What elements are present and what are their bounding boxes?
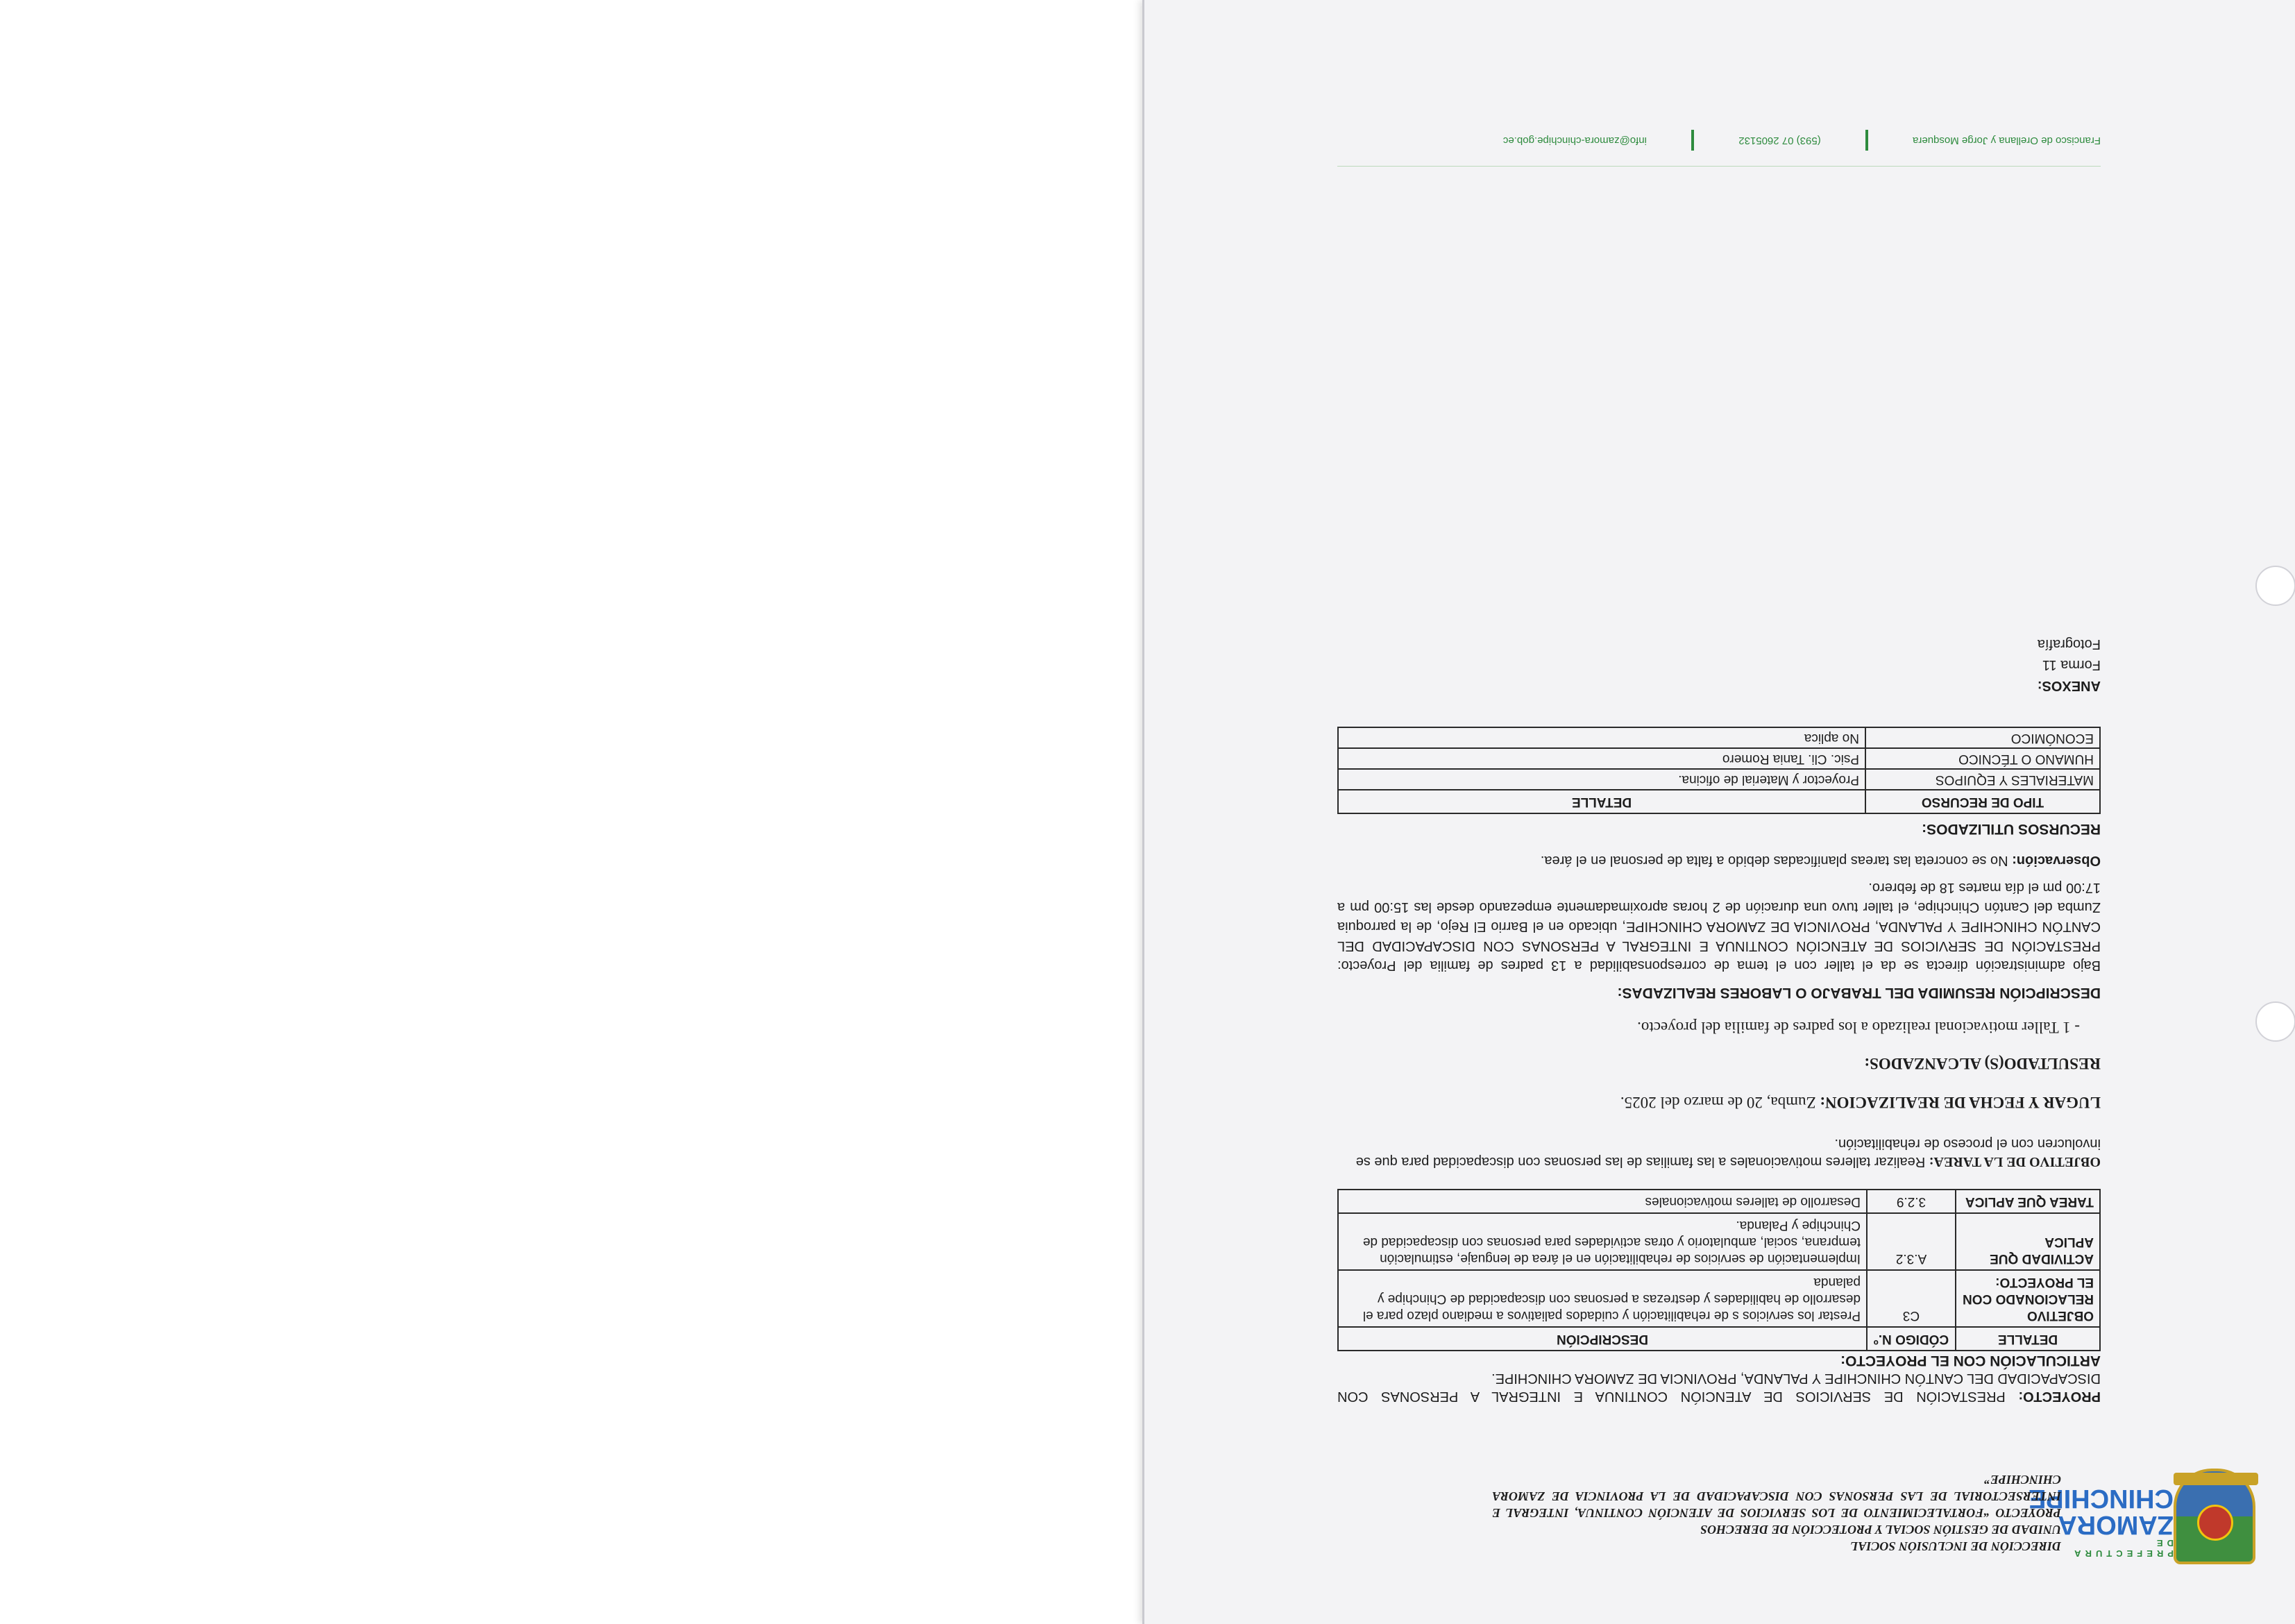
document-footer — [1337, 109, 2101, 167]
recursos-table — [1337, 727, 2101, 814]
row-detalle: TAREA QUE APLICA — [1956, 1190, 2100, 1213]
anexo-item: Forma 11 — [2042, 657, 2101, 673]
objetivo-paragraph — [1337, 1135, 2101, 1171]
report-body — [1337, 634, 2101, 1405]
anexos-label: ANEXOS: — [2037, 678, 2101, 693]
header-direccion: DIRECCIÓN DE INCLUSIÓN SOCIAL — [1850, 1539, 2061, 1553]
row-codigo: C3 — [1867, 1270, 1956, 1327]
col-detalle-recurso: DETALLE — [1338, 790, 1865, 813]
document-header — [1144, 1444, 2295, 1624]
proyecto-label: PROYECTO: — [2018, 1389, 2101, 1404]
logo-prefectura: PREFECTURA DE — [2070, 1538, 2174, 1559]
row-descripcion: Implementación de servicios de rehabilitación en el área de lenguaje, estimulación temprana, social, ambulatorio y otras actividades para personas con discapacidad de Chinchipe y Palanda. — [1338, 1213, 1867, 1270]
footer-separator — [1691, 130, 1694, 151]
logo-chinchipe: CHINCHIPE — [2028, 1484, 2174, 1513]
objetivo-label: OBJETIVO DE LA TAREA: — [1929, 1154, 2101, 1169]
header-proyecto: PROYECTO “FORTALECIMIENTO DE LOS SERVICIOS DE ATENCIÓN CONTINUA, INTEGRAL E INTERSECTORIAL DE LAS PERSONAS CON DISCAPACIDAD DE LA PROVINCIA DE ZAMORA CHINCHIPE” — [1492, 1473, 2061, 1520]
table-row — [1338, 1190, 2100, 1213]
objetivo-text: Realizar talleres motivacionales a las familias de las personas con discapacidad para que se involucren con el proceso de rehabilitación. — [1355, 1136, 2101, 1169]
recurso-tipo: ECONÓMICO — [1865, 727, 2100, 748]
recurso-detalle: Proyector y Material de oficina. — [1338, 769, 1865, 790]
row-detalle: ACTIVIDAD QUE APLICA — [1956, 1213, 2100, 1270]
logo-text — [2028, 1484, 2174, 1559]
anexos-section — [1337, 634, 2101, 696]
row-codigo: 3.2.9 — [1867, 1190, 1956, 1213]
header-unidad: UNIDAD DE GESTIÓN SOCIAL Y PROTECCIÓN DE DERECHOS — [1700, 1523, 2061, 1537]
row-descripcion: Prestar los servicios s de rehabilitación y cuidados paliativos a mediano plazo para el desarrollo de habilidades y destrezas a personas con discapacidad de Chinchipe y palanda — [1338, 1270, 1867, 1327]
col-detalle: DETALLE — [1956, 1327, 2100, 1351]
footer-phone: (593) 07 2605132 — [1738, 135, 1821, 147]
recursos-title: RECURSOS UTILIZADOS: — [1922, 821, 2101, 837]
recursos-header-row — [1338, 790, 2100, 813]
prefectura-logo — [2028, 1446, 2255, 1571]
footer-separator — [1865, 130, 1868, 151]
recurso-tipo: MATERIALES Y EQUIPOS — [1865, 769, 2100, 790]
rotated-page-content — [1144, 0, 2295, 1624]
resultados-title: RESULTADO(S) ALCANZADOS: — [1864, 1055, 2101, 1072]
observacion-text: No se concreta las tareas planificadas debido a falta de personal en el área. — [1540, 853, 2008, 868]
header-titles — [1492, 1471, 2061, 1555]
col-tipo-recurso: TIPO DE RECURSO — [1865, 790, 2100, 813]
row-descripcion: Desarrollo de talleres motivacionales — [1338, 1190, 1867, 1213]
observacion-label: Observación: — [2012, 853, 2101, 868]
lugar-label: LUGAR Y FECHA DE REALIZACION: — [1820, 1094, 2101, 1111]
scanned-page — [1142, 0, 2295, 1624]
recurso-tipo: HUMANO O TÉCNICO — [1865, 748, 2100, 769]
observacion-paragraph — [1337, 852, 2101, 870]
table-row — [1338, 769, 2100, 790]
col-descripcion: DESCRIPCIÓN — [1338, 1327, 1867, 1351]
logo-zamora: ZAMORA — [2058, 1510, 2174, 1539]
anexo-item: Fotografía — [2037, 636, 2101, 652]
row-codigo: A.3.2 — [1867, 1213, 1956, 1270]
lugar-paragraph — [1337, 1093, 2101, 1111]
articulacion-title: ARTICULACIÓN CON EL PROYECTO: — [1840, 1353, 2101, 1369]
descripcion-title: DESCRIPCIÓN RESUMIDA DEL TRABAJO O LABORES REALIZADAS: — [1617, 985, 2101, 1001]
table-row — [1338, 1213, 2100, 1270]
recurso-detalle: Psic. Cli. Tania Romero — [1338, 748, 1865, 769]
descripcion-text: Bajo administración directa se da el taller con el tema de corresponsabilidad a 13 padres de familia del Proyecto: PRESTACIÓN DE SERVICIOS DE ATENCIÓN CONTINUA E INTEGRAL A PERSONAS CON DISCAPACIDAD DEL CANTÓN CHINCHIPE Y PALANDA, PROVINCIA DE ZAMORA CHINCHIPE, ubicado en el Barrio El Rejo, de la parroquia Zumba del Cantón Chinchipe, el taller tuvo una duración de 2 horas aproximadamente empezando desde las 15:00 pm a 17:00 pm el día martes 18 de febrero. — [1337, 880, 2101, 973]
col-codigo: CÓDIGO N.º — [1867, 1327, 1956, 1351]
resultados-item: - 1 Taller motivacional realizado a los padres de familia del proyecto. — [1637, 1019, 2080, 1036]
table-row — [1338, 1270, 2100, 1327]
footer-email: info@zamora-chinchipe.gob.ec — [1502, 135, 1647, 147]
footer-address: Francisco de Orellana y Jorge Mosquera — [1913, 135, 2101, 147]
table-row — [1338, 748, 2100, 769]
proyecto-paragraph — [1337, 1369, 2101, 1405]
articulacion-header-row — [1338, 1327, 2100, 1351]
recurso-detalle: No aplica — [1338, 727, 1865, 748]
row-detalle: OBJETIVO RELACIONADO CON EL PROYECTO: — [1956, 1270, 2100, 1327]
proyecto-text: PRESTACIÓN DE SERVICIOS DE ATENCIÓN CONTINUA E INTEGRAL A PERSONAS CON DISCAPACIDAD DEL CANTÓN CHINCHIPE Y PALANDA, PROVINCIA DE ZAMORA CHINCHIPE. — [1337, 1371, 2101, 1404]
table-row — [1338, 727, 2100, 748]
lugar-text: Zumba, 20 de marzo del 2025. — [1620, 1094, 1816, 1111]
articulacion-table — [1337, 1189, 2101, 1351]
crest-emblem — [2174, 1469, 2255, 1564]
